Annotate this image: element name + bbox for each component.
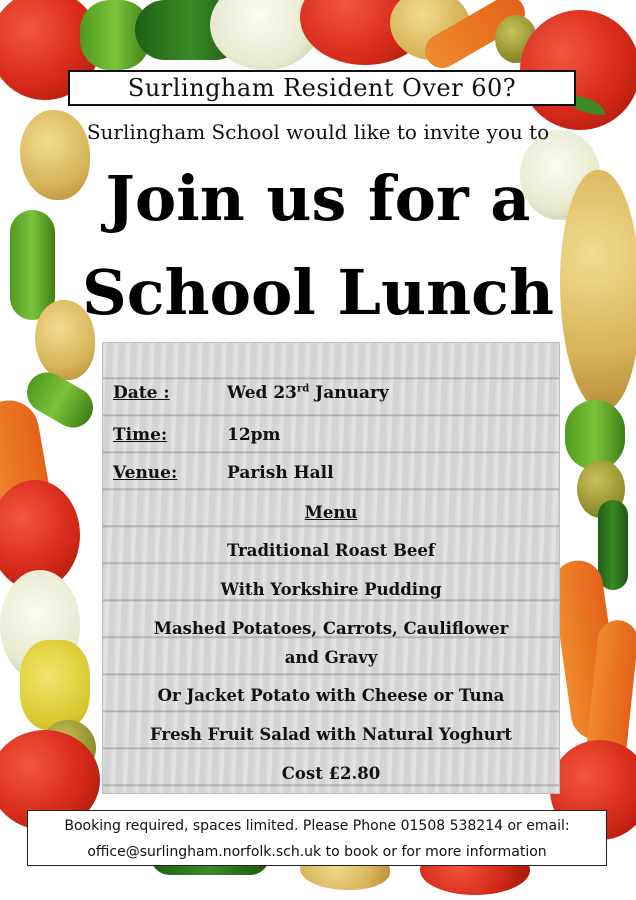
cucumber-image bbox=[598, 500, 628, 590]
pepper-image bbox=[20, 640, 90, 730]
date-suffix: rd bbox=[296, 383, 310, 395]
menu-heading: Menu bbox=[304, 503, 358, 522]
menu-item: With Yorkshire Pudding bbox=[220, 580, 442, 599]
title-line-2: School Lunch bbox=[81, 256, 555, 329]
date-value bbox=[227, 383, 389, 403]
booking-line-2: office@surlingham.norfolk.sch.uk to book or for more information bbox=[87, 844, 547, 860]
booking-info-box bbox=[27, 810, 607, 866]
title-line-1: Join us for a bbox=[105, 162, 531, 235]
details-panel bbox=[102, 342, 560, 794]
time-value: 12pm bbox=[227, 425, 281, 445]
cost-line: Cost £2.80 bbox=[281, 764, 381, 783]
pepper-image bbox=[565, 400, 625, 470]
menu-item: Mashed Potatoes, Carrots, Cauliflower bbox=[153, 619, 509, 638]
venue-value: Parish Hall bbox=[227, 463, 334, 483]
resident-banner bbox=[68, 70, 576, 106]
menu-item: Fresh Fruit Salad with Natural Yoghurt bbox=[149, 725, 513, 744]
menu-item: Or Jacket Potato with Cheese or Tuna bbox=[157, 686, 505, 705]
date-month: January bbox=[309, 383, 389, 403]
banner-text: Surlingham Resident Over 60? bbox=[127, 74, 517, 102]
menu-item: and Gravy bbox=[284, 648, 378, 667]
menu-item: Traditional Roast Beef bbox=[227, 541, 435, 560]
date-day: Wed 23 bbox=[227, 383, 297, 403]
invite-line: Surlingham School would like to invite you to bbox=[86, 120, 550, 144]
venue-label: Venue: bbox=[113, 463, 178, 483]
date-label: Date : bbox=[113, 383, 170, 403]
time-label: Time: bbox=[113, 425, 168, 445]
booking-line-1: Booking required, spaces limited. Please Phone 01508 538214 or email: bbox=[64, 818, 570, 834]
